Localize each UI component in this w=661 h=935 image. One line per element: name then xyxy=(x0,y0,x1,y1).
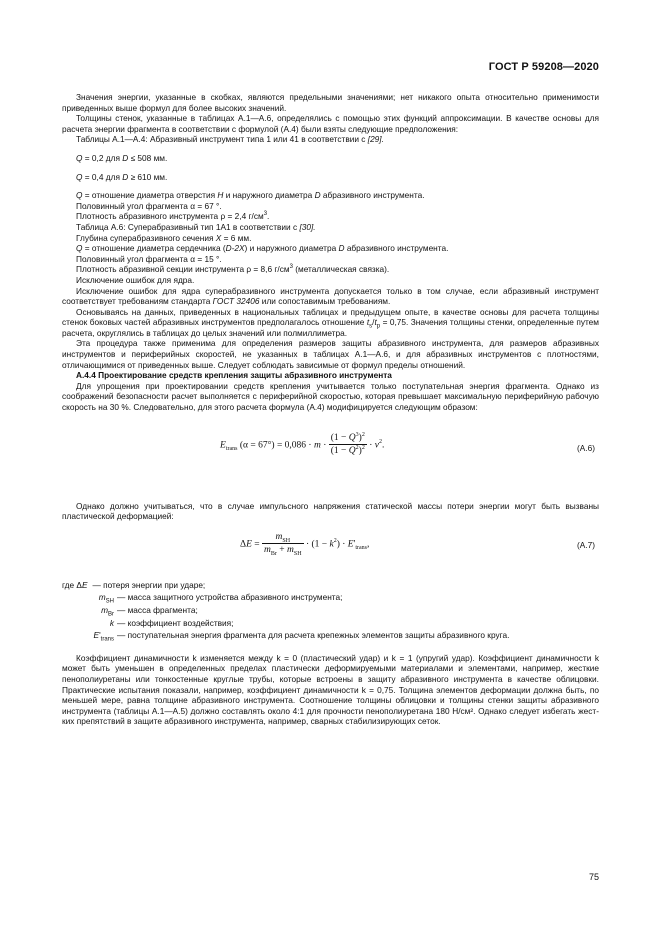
q-value-2: Q = 0,4 для D ≥ 610 мм. xyxy=(76,171,168,182)
definition-m-sh: $m_{SH}$ — масса защитного устройства абразивного инструмента; xyxy=(98,592,343,606)
half-angle-67: Половинный угол фрагмента α = 67 °. xyxy=(76,200,222,211)
equation-a7 xyxy=(62,522,599,568)
definition-e-trans: $E'_{trans}$ — поступательная энергия фрагмента для расчета крепежных элементов защиты абразивного круга. xyxy=(93,630,510,643)
paragraph-procedure: Эта процедура также применима для определения размеров защиты абразивного инструмента, для размеров абразивных инструментов и периферийных скоростей, не указанных в таблицах А.1—А.6, и для абразивных инструментов с плотностями, отличающимися от приведенных выше. Следует соблюдать зависимые от формул пределы отношений. xyxy=(62,338,599,370)
paragraph-based-on-data: Основываясь на данных, приведенных в национальных таблицах и предыдущем опыте, в качестве основы для расчета толщины стенок боковых частей абразивных инструментов предполагалось отношение $t_s/t_p = 0,75$. Значения толщины стенки, определенные путем расчета, округлялись в таблицах до целых значений или полмиллиметра. xyxy=(62,306,599,338)
superabrasive-depth: Глубина суперабразивного сечения X = 6 мм. xyxy=(76,232,252,243)
q-definition-2: Q = отношение диаметра сердечника (D-2X) и наружного диаметра D абразивного инструмента. xyxy=(76,243,449,254)
definition-k: k — коэффициент воздействия; xyxy=(109,617,234,628)
document-header: ГОСТ Р 59208—2020 xyxy=(488,61,599,73)
equation-a7-label: (А.7) xyxy=(577,539,595,550)
page-content xyxy=(62,92,599,727)
definitions-list xyxy=(62,580,599,641)
definition-m-br: $m_{Br}$ — масса фрагмента; xyxy=(101,605,198,618)
table-a6: Таблица А.6: Суперабразивный тип 1А1 в соответствии с [30]. xyxy=(76,221,316,232)
density-1: Плотность абразивного инструмента ρ = 2,4 $г/см^3$. xyxy=(76,211,270,222)
paragraph-tables-a1-a4: Таблицы А.1—А.4: Абразивный инструмент типа 1 или 41 в соответствии с [29]. xyxy=(76,134,384,145)
section-title-a44: А.4.4 Проектирование средств крепления защиты абразивного инструмента xyxy=(76,370,392,381)
equation-a7-fraction: $\frac{m_{SH}}{m_{Br} + m_{SH}}$ xyxy=(264,531,302,558)
definition-delta-e: где ΔE — потеря энергии при ударе; xyxy=(62,579,206,590)
half-angle-15: Половинный угол фрагмента α = 15 °. xyxy=(76,253,222,264)
equation-a7-body: ΔE = $\frac{m_{SH}}{m_{Br} + m_{SH}}$ · $(1 - k^2) \cdot E'_{trans}$, xyxy=(240,531,370,558)
q-definition: Q = отношение диаметра отверстия H и наружного диаметра D абразивного инструмента. xyxy=(76,190,425,201)
error-exclusion-1: Исключение ошибок для ядра. xyxy=(76,274,195,285)
equation-a6-body: $E_{trans}$ (α = 67°) = 0,086 · m · $\frac{(1 - Q^3)^2}{(1 - Q^2)^2}$ · $v^2$. xyxy=(220,431,385,457)
paragraph-wall-thickness: Толщины стенок, указанные в таблицах А.1—А.6, определялись с помощью этих функций аппроксимации. В качестве основы для расчета энергии фрагмента в соответствии с формулой (А.4) были взяты следующие предположения: xyxy=(62,113,599,134)
equation-a6 xyxy=(62,413,599,481)
error-exclusion-2: Исключение ошибок для ядра суперабразивного инструмента допускается только в том случае, если абразивный инструмент соответствует требованиям стандарта ГОСТ 32406 или сопоставимым требованиям. xyxy=(62,285,599,307)
paragraph-simplification: Для упрощения при проектировании средств крепления учитывается только поступательная энергия фрагмента. Однако из соображений безопасности расчет выполняется с периферийной скоростью, которая превышает максимальную периферийную рабочую скорость на 30 %. Следовательно, для этого расчета формула (А.4) модифицируется следующим образом: xyxy=(62,380,599,413)
density-2: Плотность абразивной секции инструмента ρ = 8,6 $г/см^3$ (металлическая связка). xyxy=(76,264,390,275)
equation-a6-label: (А.6) xyxy=(577,442,595,453)
paragraph-energy-limits: Значения энергии, указанные в скобках, являются предельными значениями; нет никакого опыта относительно применимости приведенных выше формул для более высоких значений. xyxy=(62,92,599,113)
paragraph-dynamic-coefficient: Коэффициент динамичности k изменяется между k = 0 (пластический удар) и k = 1 (упругий удар). Коэффициент динамичности k может быть уменьшен в определенных пределах пластически деформируемыми материалами и элементами, например, жесткие пенополиуретаны или тонкостенные круглые трубы, которые встроены в защиту абразивного инструмента в качестве облицовки. Практические испытания показали, например, коэффициент динамичности k = 0,75. Толщина элементов деформации должна быть, по меньшей мере, равна толщине абразивного инструмента. Соотношение толщины облицовки и толщины стенки защиты абразивного инструмента (таблицы А.1—А.5) должно составлять около 4:1 для прочности пенополиуретана 180 Н/см². Однако следует избегать жестких препятствий в защите абразивного инструмента, например, сварных стабилизирующих сеток. xyxy=(62,652,599,727)
q-value-1: Q = 0,2 для D ≤ 508 мм. xyxy=(76,152,168,163)
equation-a6-fraction: $\frac{(1 - Q^3)^2}{(1 - Q^2)^2}$ xyxy=(330,431,365,457)
page-number: 75 xyxy=(588,872,599,882)
paragraph-impulse: Однако должно учитываться, что в случае импульсного напряжения статической массы потери энергии могут быть вызваны пластической деформацией: xyxy=(62,500,599,522)
